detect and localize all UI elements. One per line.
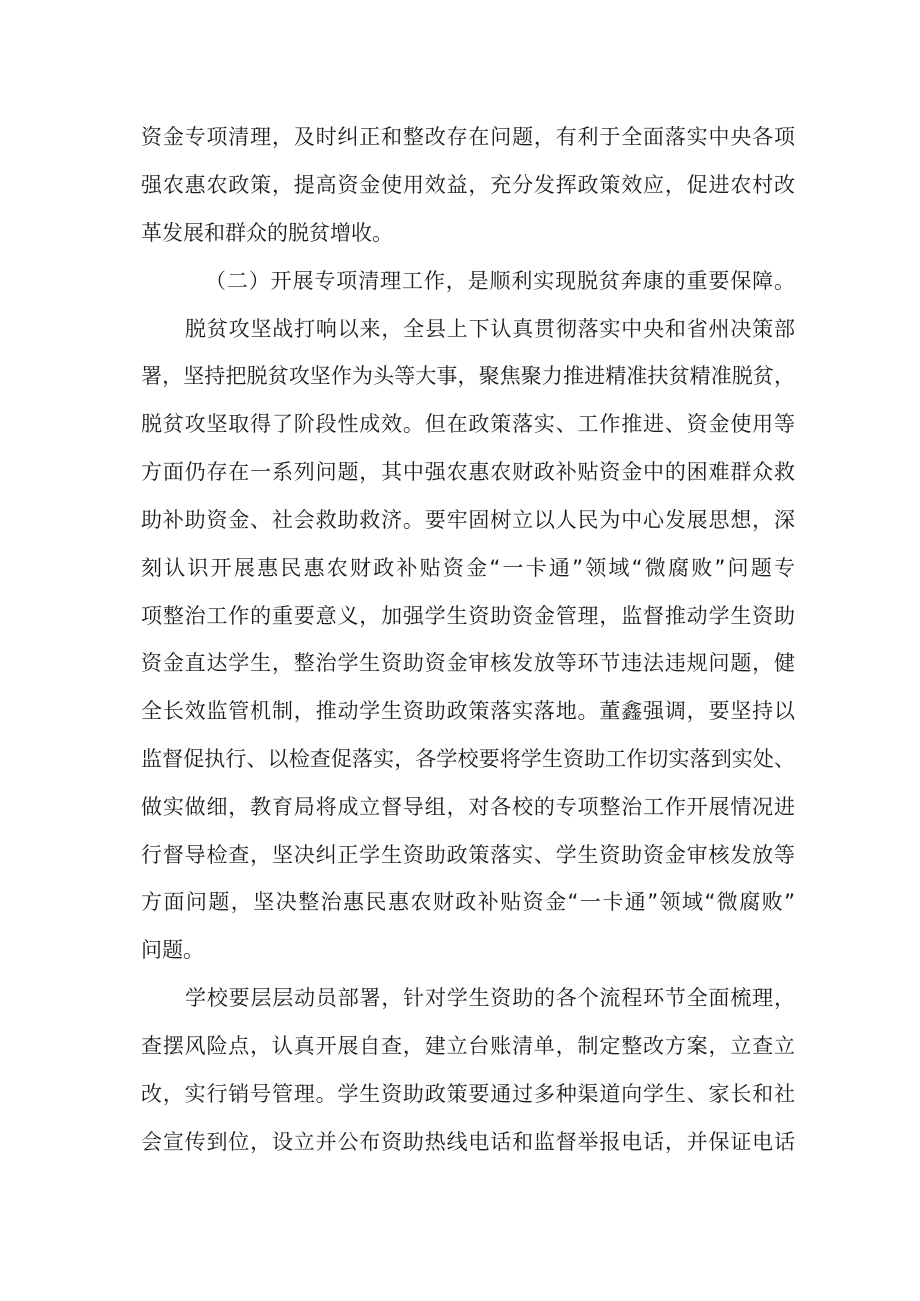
paragraph-1-line-1: 资金专项清理，及时纠正和整改存在问题，有利于全面落实中央各项 xyxy=(141,125,795,149)
paragraph-2-line-9: 全长效监管机制，推动学生资助政策落实落地。董鑫强调，要坚持以 xyxy=(141,699,795,723)
paragraph-2-line-4: 方面仍存在一系列问题，其中强农惠农财政补贴资金中的困难群众救 xyxy=(141,460,795,484)
paragraph-2-line-6: 刻认识开展惠民惠农财政补贴资金“一卡通”领域“微腐败”问题专 xyxy=(141,556,795,580)
paragraph-2-line-8: 资金直达学生，整治学生资助资金审核发放等环节违法违规问题，健 xyxy=(141,651,795,675)
paragraph-1-line-3: 革发展和群众的脱贫增收。 xyxy=(141,221,393,245)
paragraph-2-line-7: 项整治工作的重要意义，加强学生资助资金管理，监督推动学生资助 xyxy=(141,604,795,628)
paragraph-2-line-14: 问题。 xyxy=(141,938,204,962)
paragraph-2-line-2: 署，坚持把脱贫攻坚作为头等大事，聚焦聚力推进精准扶贫精准脱贫， xyxy=(141,364,795,388)
section-heading-2: （二）开展专项清理工作，是顺利实现脱贫奔康的重要保障。 xyxy=(205,269,795,293)
paragraph-2-line-11: 做实做细，教育局将成立督导组，对各校的专项整治工作开展情况进 xyxy=(141,795,795,819)
paragraph-2-line-5: 助补助资金、社会救助救济。要牢固树立以人民为中心发展思想，深 xyxy=(141,508,795,532)
paragraph-2-line-3: 脱贫攻坚取得了阶段性成效。但在政策落实、工作推进、资金使用等 xyxy=(141,412,795,436)
paragraph-1-line-2: 强农惠农政策，提高资金使用效益，充分发挥政策效应，促进农村改 xyxy=(141,173,795,197)
paragraph-3-line-3: 改，实行销号管理。学生资助政策要通过多种渠道向学生、家长和社 xyxy=(141,1082,795,1106)
paragraph-2-line-1: 脱贫攻坚战打响以来，全县上下认真贯彻落实中央和省州决策部 xyxy=(185,317,795,341)
paragraph-2-line-12: 行督导检查，坚决纠正学生资助政策落实、学生资助资金审核发放等 xyxy=(141,843,795,867)
paragraph-2-line-10: 监督促执行、以检查促落实，各学校要将学生资助工作切实落到实处、 xyxy=(141,747,795,771)
paragraph-2-line-13: 方面问题，坚决整治惠民惠农财政补贴资金“一卡通”领域“微腐败” xyxy=(141,890,795,914)
paragraph-3-line-1: 学校要层层动员部署，针对学生资助的各个流程环节全面梳理， xyxy=(185,986,795,1010)
paragraph-3-line-2: 查摆风险点，认真开展自查，建立台账清单，制定整改方案，立查立 xyxy=(141,1034,795,1058)
paragraph-3-line-4: 会宣传到位，设立并公布资助热线电话和监督举报电话，并保证电话 xyxy=(141,1130,795,1154)
